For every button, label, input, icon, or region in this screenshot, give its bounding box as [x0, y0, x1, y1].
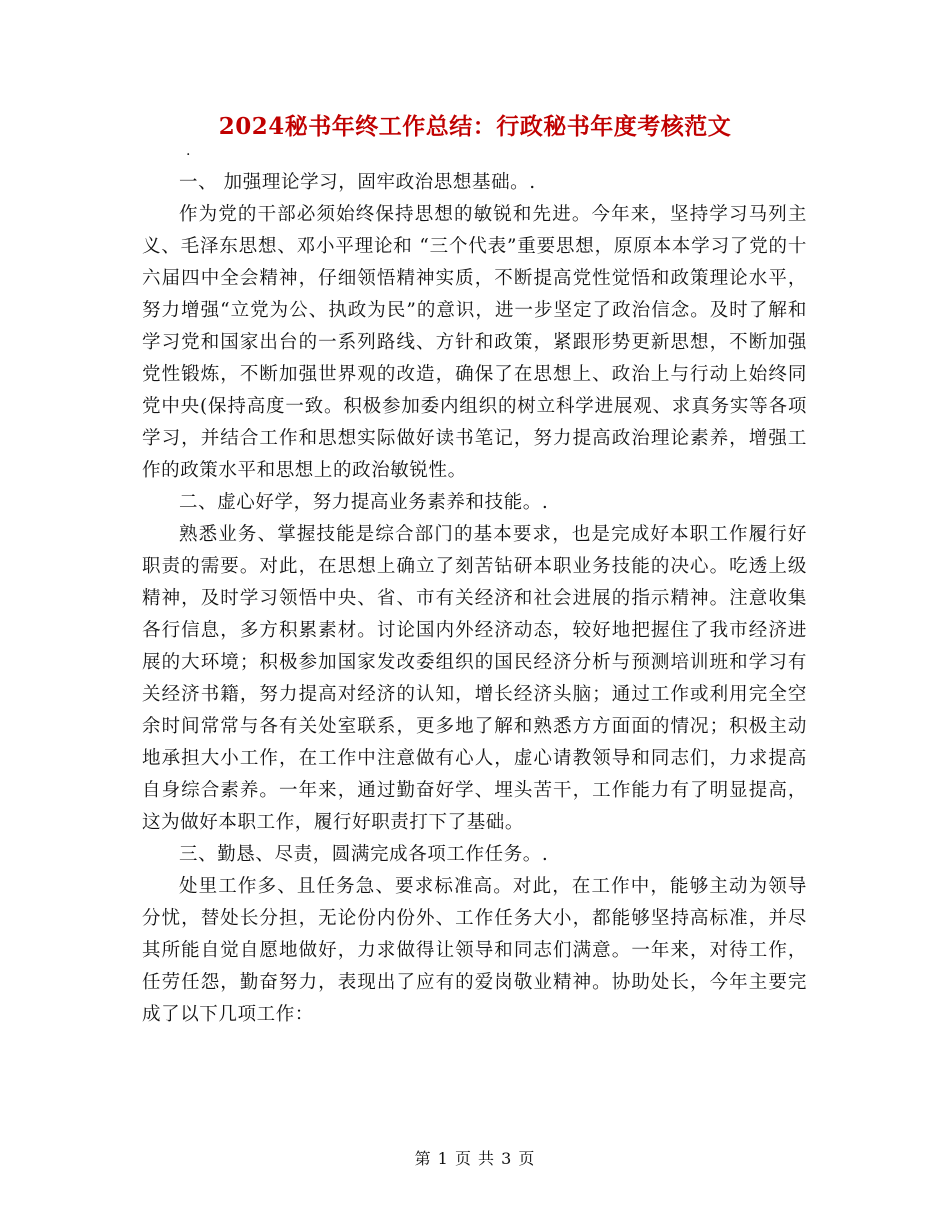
section-heading-1: 一、 加强理论学习，固牢政治思想基础。. — [179, 172, 536, 193]
section-paragraph-3: 处里工作多、且任务急、要求标准高。对此，在工作中，能够主动为领导分忧，替处长分担，无论份内份外、工作任务大小，都能够坚持高标准，并尽其所能自觉自愿地做好，力求做得让领导和同志们满意。一年来，对待工作，任劳任怨，勤奋努力，表现出了应有的爱岗敬业精神。协助处长，今年主要完成了以下几项工作： — [142, 876, 807, 1025]
section-paragraph-2: 熟悉业务、掌握技能是综合部门的基本要求，也是完成好本职工作履行好职责的需要。对此，在思想上确立了刻苦钻研本职业务技能的决心。吃透上级精神，及时学习领悟中央、省、市有关经济和社会进展的指示精神。注意收集各行信息，多方积累素材。讨论国内外经济动态，较好地把握住了我市经济进展的大环境；积极参加国家发改委组织的国民经济分析与预测培训班和学习有关经济书籍，努力提高对经济的认知，增长经济头脑；通过工作或利用完全空余时间常常与各有关处室联系，更多地了解和熟悉方方面面的情况；积极主动地承担大小工作，在工作中注意做有心人，虚心请教领导和同志们，力求提高自身综合素养。一年来，通过勤奋好学、埋头苦干，工作能力有了明显提高，这为做好本职工作，履行好职责打下了基础。 — [142, 524, 807, 833]
section-paragraph-1: 作为党的干部必须始终保持思想的敏锐和先进。今年来，坚持学习马列主义、毛泽东思想、邓小平理论和 “三个代表”重要思想，原原本本学习了党的十六届四中全会精神，仔细领悟精神实质，不断提高党性觉悟和政策理论水平，努力增强“立党为公、执政为民”的意识，进一步坚定了政治信念。及时了解和学习党和国家出台的一系列路线、方针和政策，紧跟形势更新思想，不断加强党性锻炼，不断加强世界观的改造，确保了在思想上、政治上与行动上始终同党中央(保持高度一致。积极参加委内组织的树立科学进展观、求真务实等各项学习，并结合工作和思想实际做好读书笔记，努力提高政治理论素养，增强工作的政策水平和思想上的政治敏锐性。 — [142, 204, 807, 481]
document-body — [142, 167, 807, 1031]
stray-dot: . — [186, 143, 191, 159]
document-title: 2024秘书年终工作总结：行政秘书年度考核范文 — [218, 113, 732, 140]
page-footer: 第 1 页 共 3 页 — [414, 1149, 536, 1168]
section-heading-3: 三、勤恳、尽责，圆满完成各项工作任务。. — [179, 844, 549, 865]
section-heading-2: 二、虚心好学，努力提高业务素养和技能。. — [179, 492, 549, 513]
